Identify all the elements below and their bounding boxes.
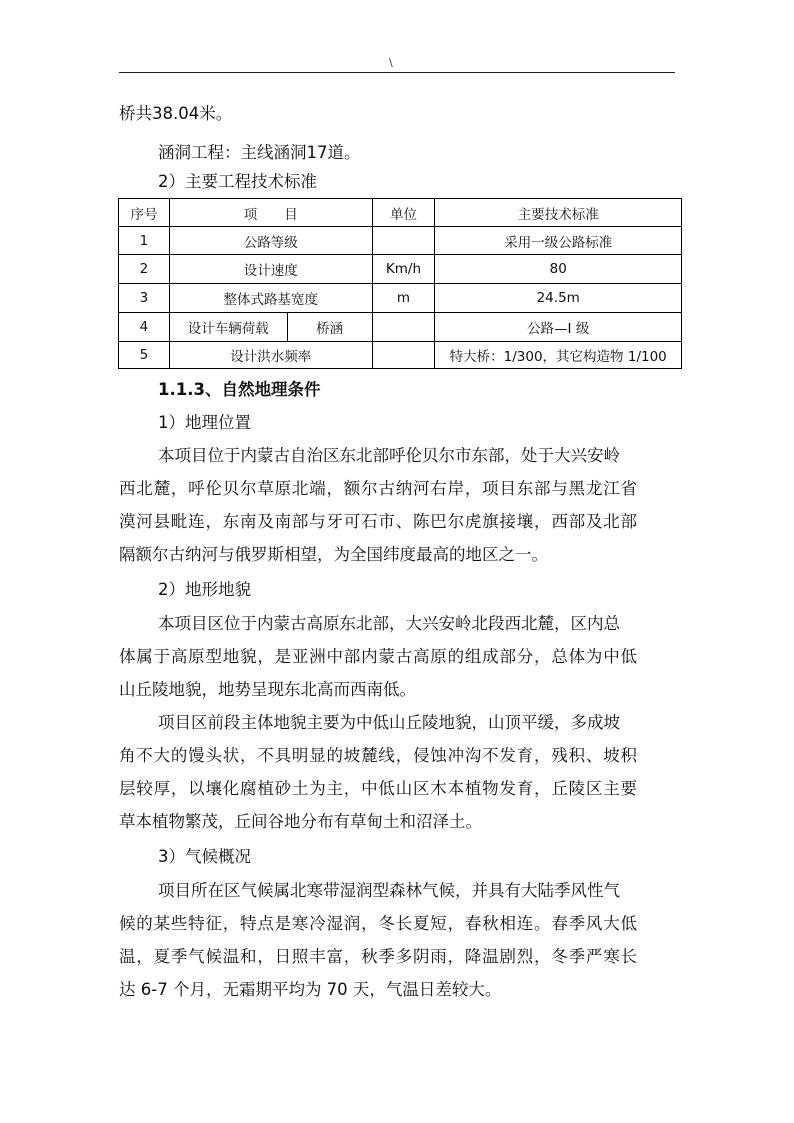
table-row (119, 284, 682, 313)
paragraph-line: 山丘陵地貌，地势呈现东北高而西南低。 (119, 680, 416, 699)
cell-unit: m (372, 284, 435, 313)
cell-item: 整体式路基宽度 (169, 284, 372, 313)
subsection-title-location: 1）地理位置 (158, 413, 251, 432)
intro-line-2: 涵洞工程：主线涵洞17道。 (158, 143, 361, 162)
cell-standard: 公路—I 级 (435, 313, 682, 342)
header-item: 项 目 (169, 199, 372, 227)
paragraph-line: 候的某些特征，特点是寒冷湿润，冬长夏短，春秋相连。春季风大低 (119, 914, 637, 933)
cell-standard: 采用一级公路标准 (435, 227, 682, 255)
paragraph-line: 本项目区位于内蒙古高原东北部，大兴安岭北段西北麓，区内总 (158, 614, 620, 633)
cell-no: 4 (119, 313, 170, 342)
paragraph-line: 项目所在区气候属北寒带湿润型森林气候，并具有大陆季风性气 (158, 881, 620, 900)
cell-no: 2 (119, 255, 170, 284)
cell-item: 公路等级 (169, 227, 372, 255)
intro-line-1: 桥共38.04米。 (119, 104, 233, 123)
header-mark: \ (389, 56, 393, 69)
table-header-row (119, 199, 682, 227)
header-rule (119, 72, 675, 73)
cell-item: 设计车辆荷载 (169, 313, 287, 342)
cell-standard: 特大桥：1/300，其它构造物 1/100 (435, 342, 682, 369)
cell-unit (372, 313, 435, 342)
cell-item: 设计洪水频率 (169, 342, 372, 369)
paragraph-line: 达 6-7 个月，无霜期平均为 70 天，气温日差较大。 (119, 980, 502, 999)
paragraph-line: 温，夏季气候温和，日照丰富，秋季多阴雨，降温剧烈，冬季严寒长 (119, 947, 637, 966)
cell-standard: 24.5m (435, 284, 682, 313)
paragraph-line: 项目区前段主体地貌主要为中低山丘陵地貌，山顶平缓，多成坡 (158, 713, 620, 732)
paragraph-line: 隔额尔古纳河与俄罗斯相望，为全国纬度最高的地区之一。 (119, 545, 548, 564)
table-row (119, 255, 682, 284)
cell-item: 设计速度 (169, 255, 372, 284)
cell-no: 3 (119, 284, 170, 313)
subsection-title-terrain: 2）地形地貌 (158, 580, 251, 599)
cell-subitem: 桥涵 (287, 313, 372, 342)
header-standard: 主要技术标准 (435, 199, 682, 227)
cell-unit (372, 227, 435, 255)
table-row (119, 313, 682, 342)
section-title: 1.1.3、自然地理条件 (158, 380, 321, 399)
cell-no: 5 (119, 342, 170, 369)
table-row (119, 227, 682, 255)
header-unit: 单位 (372, 199, 435, 227)
cell-unit (372, 342, 435, 369)
paragraph-line: 层较厚，以壤化腐植砂土为主，中低山区木本植物发育，丘陵区主要 (119, 779, 637, 798)
table-row (119, 342, 682, 369)
paragraph-line: 西北麓，呼伦贝尔草原北端，额尔古纳河右岸，项目东部与黑龙江省 (119, 479, 637, 498)
paragraph-line: 本项目位于内蒙古自治区东北部呼伦贝尔市东部，处于大兴安岭 (158, 446, 620, 465)
paragraph-line: 漠河县毗连，东南及南部与牙可石市、陈巴尔虎旗接壤，西部及北部 (119, 512, 637, 531)
header-no: 序号 (119, 199, 170, 227)
cell-standard: 80 (435, 255, 682, 284)
subsection-title-climate: 3）气候概况 (158, 847, 251, 866)
paragraph-line: 草本植物繁茂，丘间谷地分布有草甸土和沼泽土。 (119, 812, 482, 831)
paragraph-line: 体属于高原型地貌，是亚洲中部内蒙古高原的组成部分，总体为中低 (119, 647, 637, 666)
table-caption: 2）主要工程技术标准 (158, 172, 317, 191)
cell-no: 1 (119, 227, 170, 255)
cell-unit: Km/h (372, 255, 435, 284)
paragraph-line: 角不大的馒头状，不具明显的坡麓线，侵蚀冲沟不发育，残积、坡积 (119, 746, 637, 765)
tech-standards-table (118, 198, 682, 369)
